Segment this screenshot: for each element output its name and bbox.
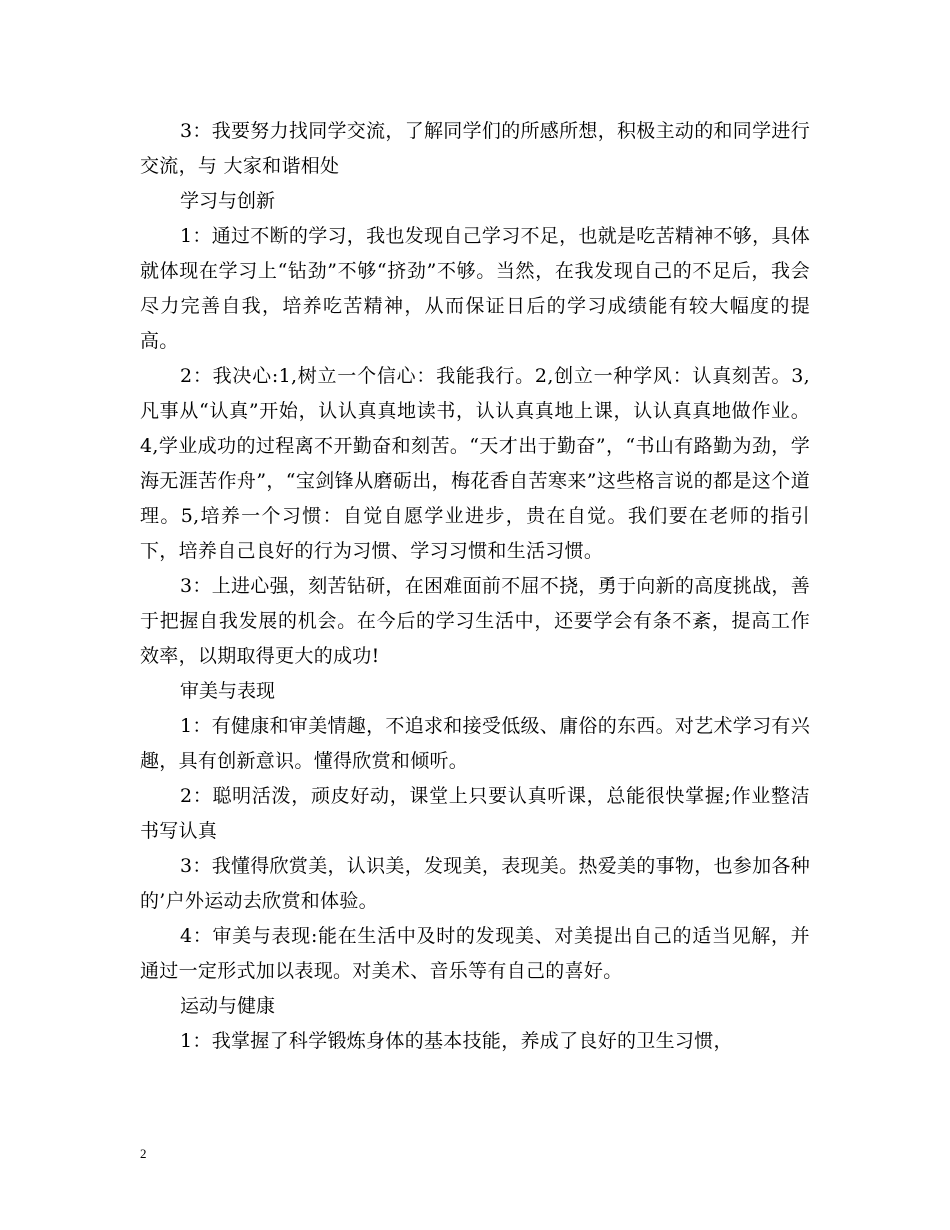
page-number: 2 [140,1146,147,1161]
paragraph-aesthetics-2: 2：聪明活泼，顽皮好动，课堂上只要认真听课，总能很快掌握;作业整洁书写认真 [140,785,810,842]
paragraph-learning-2: 2：我决心:1,树立一个信心：我能我行。2,创立一种学风：认真刻苦。3,凡事从“认真”开始，认认真真地读书，认认真真地上课，认认真真地做作业。4,学业成功的过程离不开勤奋和刻苦。“天才出于勤奋”，“书山有路勤为劲，学海无涯苦作舟”，“宝剑锋从磨砺出，梅花香自苦寒来”这些格言说的都是这个道理。5,培养一个习惯：自觉自愿学业进步，贵在自觉。我们要在老师的指引下，培养自己良好的行为习惯、学习习惯和生活习惯。 [140,365,810,562]
page-content [140,114,810,1059]
paragraph-aesthetics-1: 1：有健康和审美情趣，不追求和接受低级、庸俗的东西。对艺术学习有兴趣，具有创新意识。懂得欣赏和倾听。 [140,715,810,772]
section-heading-sports-health: 运动与健康 [180,995,276,1017]
paragraph-learning-1: 1：通过不断的学习，我也发现自己学习不足，也就是吃苦精神不够，具体就体现在学习上“钻劲”不够“挤劲”不够。当然，在我发现自己的不足后，我会尽力完善自我，培养吃苦精神，从而保证日后的学习成绩能有较大幅度的提高。 [140,225,810,352]
paragraph-communication-3: 3：我要努力找同学交流，了解同学们的所感所想，积极主动的和同学进行交流，与 大家和谐相处 [140,120,810,177]
paragraph-aesthetics-4: 4：审美与表现:能在生活中及时的发现美、对美提出自己的适当见解，并通过一定形式加以表现。对美术、音乐等有自己的喜好。 [140,925,810,982]
section-heading-aesthetics: 审美与表现 [180,680,276,702]
paragraph-sports-1: 1：我掌握了科学锻炼身体的基本技能，养成了良好的卫生习惯， [180,1030,733,1052]
paragraph-learning-3: 3：上进心强，刻苦钻研，在困难面前不屈不挠，勇于向新的高度挑战，善于把握自我发展的机会。在今后的学习生活中，还要学会有条不紊，提高工作效率，以期取得更大的成功! [140,575,810,667]
section-heading-learning-innovation: 学习与创新 [180,190,276,212]
paragraph-aesthetics-3: 3：我懂得欣赏美，认识美，发现美，表现美。热爱美的事物，也参加各种的’户外运动去欣赏和体验。 [140,855,810,912]
